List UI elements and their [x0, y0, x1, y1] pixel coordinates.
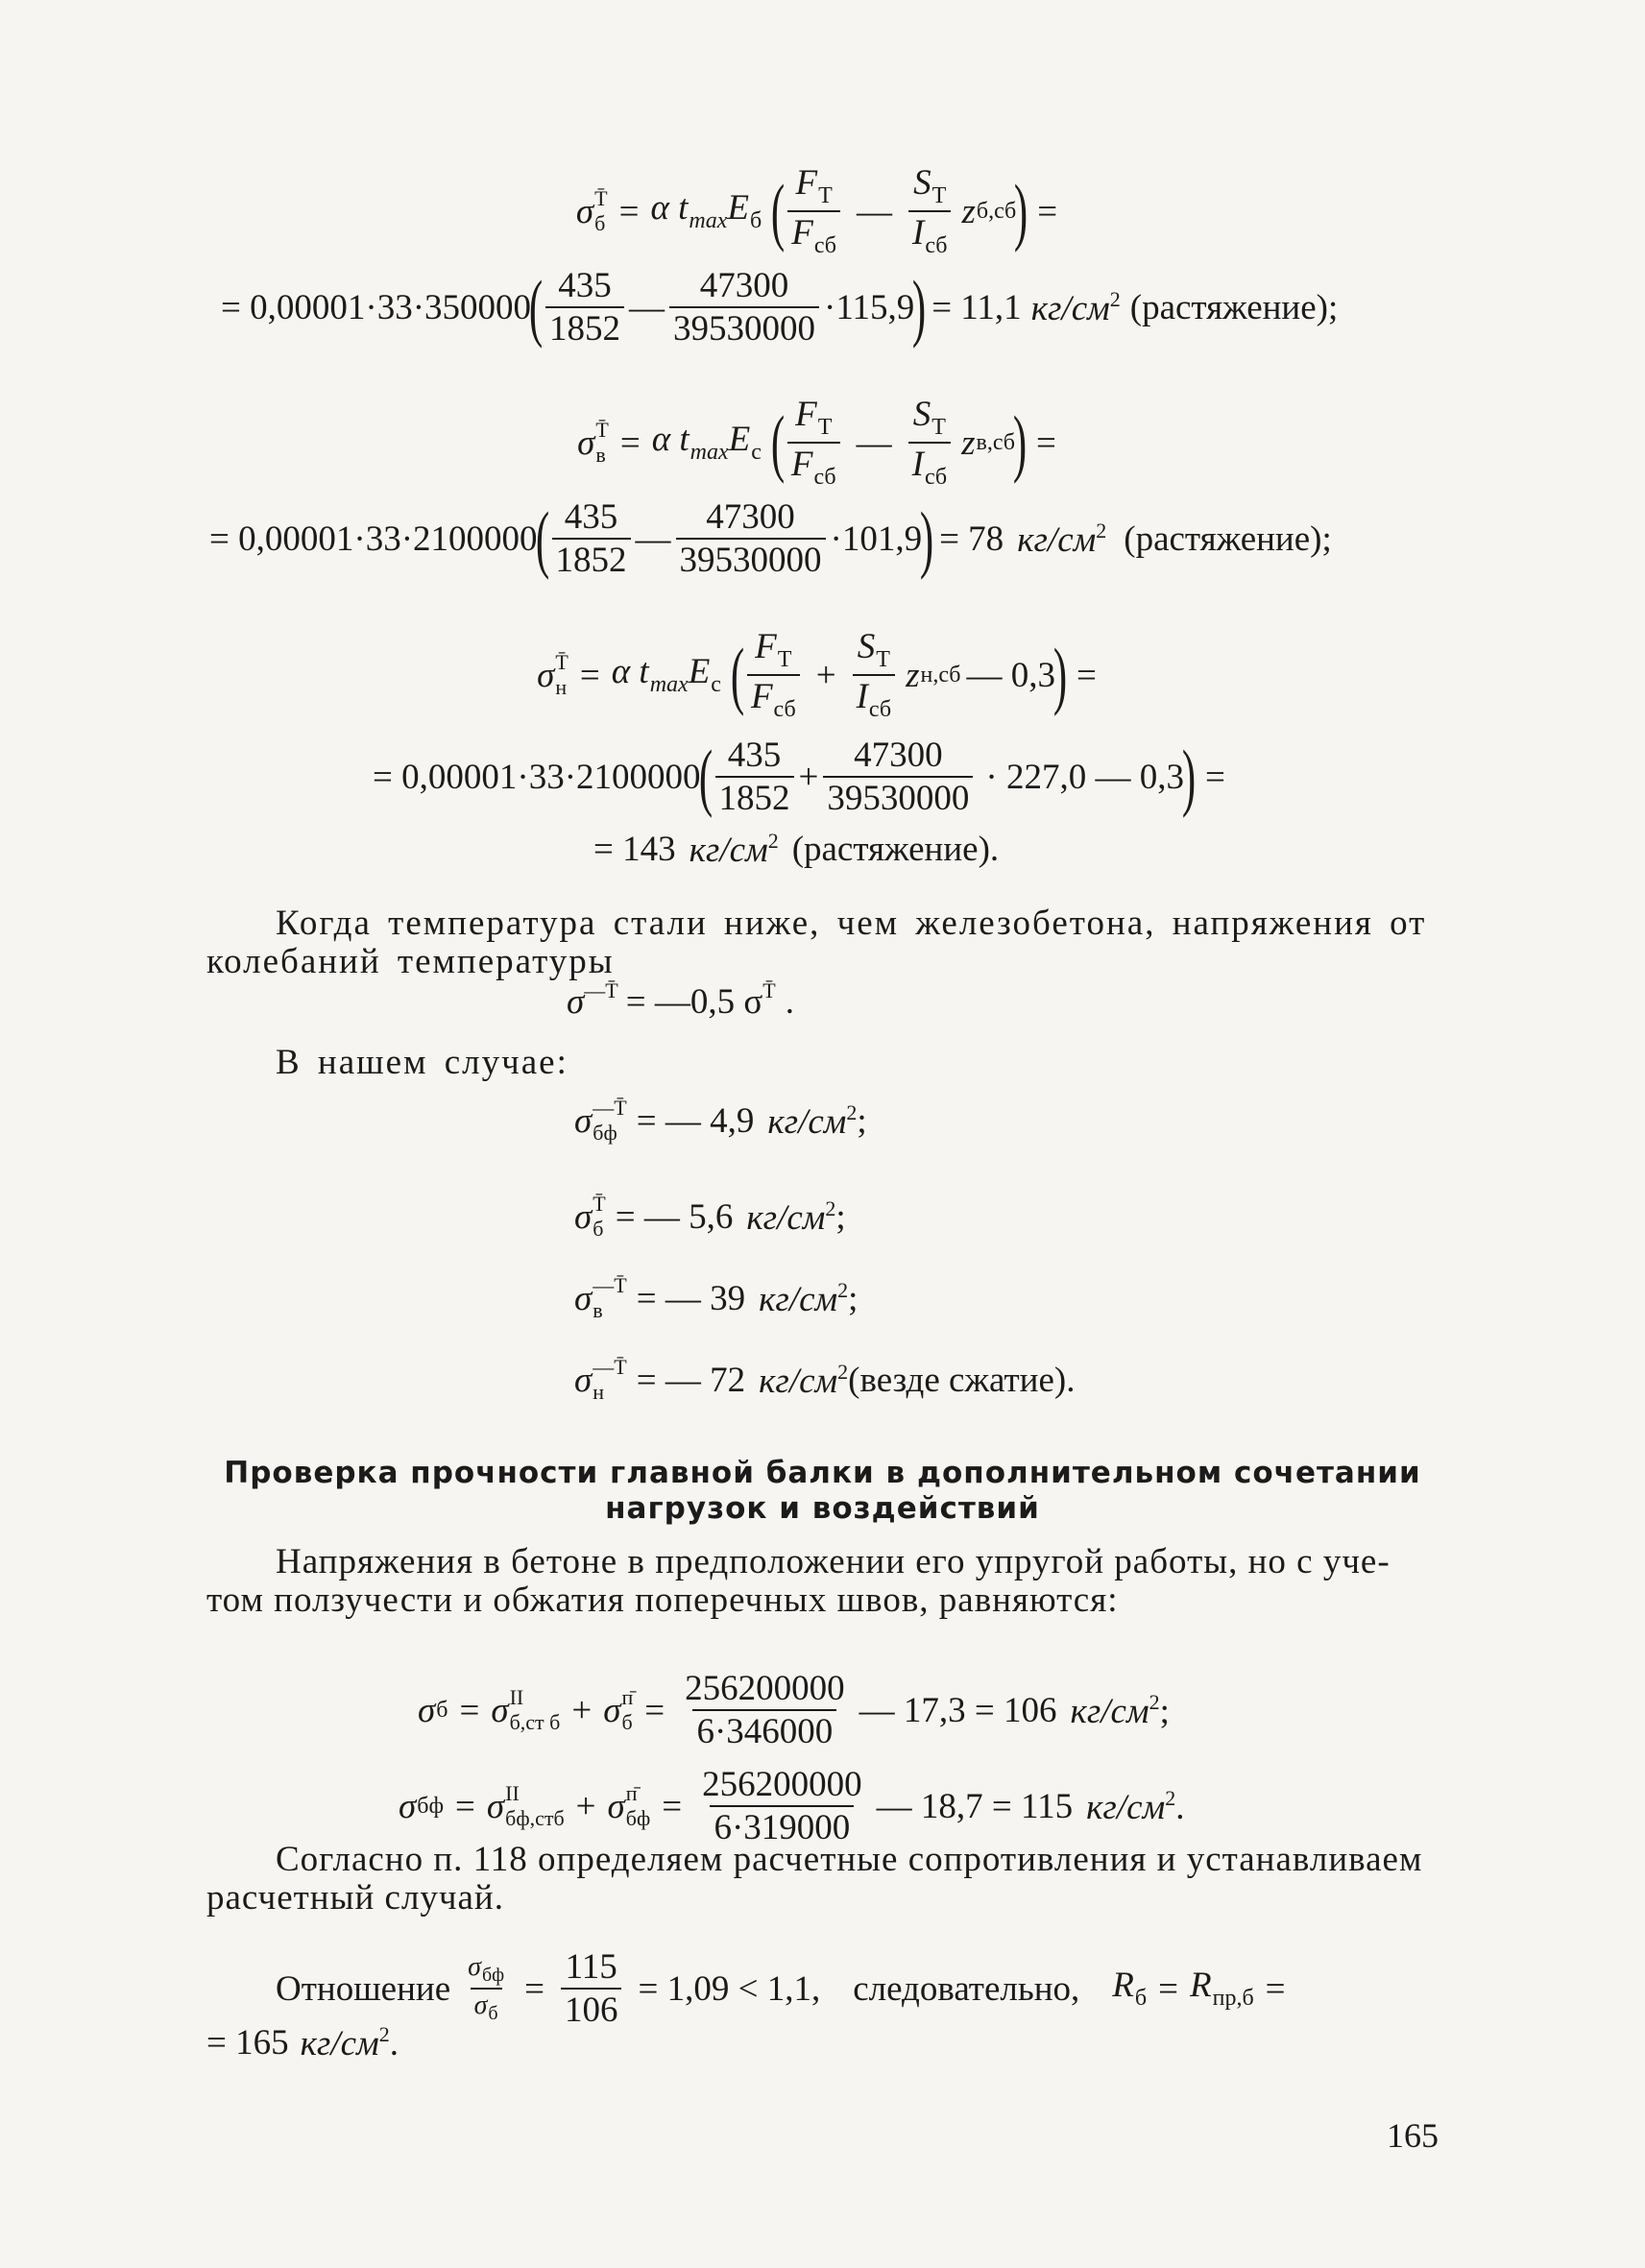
value-row-bf: σ —T̄ бф = — 4,9 $кг/см^2$ ; — [574, 1096, 867, 1145]
paragraph-line: Когда температура стали ниже, чем железобетона, напряжения от — [276, 904, 1427, 943]
formula-rest: — 18,7 = 115 — [876, 1786, 1074, 1826]
value-amount: = — 39 — [636, 1278, 746, 1318]
formula-lead: = 0,00001·33·2100000 — [209, 519, 538, 559]
paragraph-line: Согласно п. 118 определяем расчетные сопротивления и устанавливаем — [276, 1840, 1423, 1879]
frac-num: 435 — [727, 736, 782, 775]
value-row-n: σ —T̄ н = — 72 $кг/см^2$ (везде сжатие). — [574, 1355, 1076, 1404]
value-note: (везде сжатие). — [848, 1360, 1076, 1400]
value-row-v: σ —T̄ в = — 39 $кг/см^2$ ; — [574, 1273, 859, 1322]
section-heading-line: Проверка прочности главной балки в дополнительном сочетании — [224, 1456, 1421, 1490]
formula-sigma-bf-section: σ бф = σ II бф,стб + σ п̄ бф = $\frac{256200000}{6\cdot 319000}$ — 18,7 = 115 $кг/см^2$. — [399, 1765, 1185, 1847]
paragraph-line: колебаний температуры — [206, 942, 615, 981]
ratio-result: = 1,09 < 1,1, — [638, 1968, 821, 2009]
formula-rest: — 17,3 = 106 — [859, 1690, 1057, 1730]
formula-sigma-n-result: = 143 $кг/см^2$ (растяжение). — [593, 829, 1000, 870]
formula-rhs: = —0,5 σ — [625, 982, 763, 1022]
r-symbol: R — [1189, 1966, 1212, 2005]
value-note: ; — [848, 1278, 859, 1318]
formula-sigma-n-value: = 0,00001·33·2100000 ( $\frac{435}{1852}$ + $\frac{47300}{39530000}$ · 227,0 — 0,3 ) = — [373, 734, 1225, 818]
unit-label: кг/см — [1017, 519, 1097, 560]
ratio-conclusion: следовательно, — [853, 1968, 1080, 2009]
ratio-label: Отношение — [276, 1968, 451, 2009]
formula-note: (растяжение); — [1124, 519, 1332, 559]
formula-lead: = 0,00001·33·2100000 — [373, 757, 701, 797]
formula-note: (растяжение); — [1129, 287, 1339, 327]
value-amount: = — 5,6 — [615, 1196, 734, 1237]
section-heading-line: нагрузок и воздействий — [605, 1491, 1040, 1526]
ratio-line: Отношение $\frac{\sigma_{бф}}{\sigma_б}$ = $\frac{115}{106}$ = 1,09 < 1,1, следовательно, $R_б$ = $R_{пр,б}$ = — [276, 1947, 1286, 2030]
formula-multiplier: ·101,9 — [830, 519, 923, 559]
formula-sigma-v-T: σ T̄ в = α $t_{max}E_с$ ( $\frac{F_T}{F_{сб}}$ — $\frac{S_T}{I_{сб}}$ z в,сб ) = — [577, 395, 1056, 490]
formula-note: (растяжение). — [791, 830, 1000, 869]
unit-label: кг/см — [1030, 288, 1110, 328]
unit-label: кг/см — [767, 1101, 847, 1142]
r-subscript: пр,б — [1212, 1986, 1254, 2011]
frac-den: 39530000 — [823, 776, 973, 816]
frac-den: 1852 — [715, 776, 794, 816]
value-amount: = — 72 — [636, 1360, 746, 1400]
frac-num: 47300 — [854, 736, 943, 775]
frac-num: 435 — [558, 266, 612, 305]
value-note: ; — [835, 1196, 846, 1237]
formula-sigma-b-section: σ б = σ II б,ст б + σ п̄ б = $\frac{256200000}{6\cdot 346000}$ — 17,3 = 106 $кг/см^2$; — [418, 1669, 1170, 1751]
paragraph-line: Напряжения в бетоне в предположении его упругой работы, но с уче- — [276, 1542, 1391, 1581]
frac-den: 106 — [561, 1988, 622, 2028]
frac-den: 1852 — [552, 538, 631, 578]
unit-label: кг/см — [759, 1361, 838, 1401]
unit-label: кг/см — [1086, 1787, 1166, 1827]
frac-num: 47300 — [699, 266, 789, 305]
formula-sigma-b-T: σ T̄ б = α $t_{max}E_б$ ( $\frac{F_T}{F_{сб}}$ — $\frac{S_T}{I_{сб}}$ z б,сб ) = — [575, 163, 1058, 258]
frac-den: 6·346000 — [692, 1709, 836, 1749]
unit-label: кг/см — [759, 1279, 838, 1319]
frac-num: 115 — [565, 1947, 617, 1987]
frac-den: 1852 — [545, 306, 624, 347]
paragraph-line: расчетный случай. — [206, 1878, 504, 1918]
paragraph-line: В нашем случае: — [276, 1043, 568, 1082]
frac-num: 435 — [564, 497, 618, 537]
formula-result: = 143 — [593, 830, 676, 869]
r-symbol: R — [1112, 1966, 1134, 2005]
frac-num: 256200000 — [685, 1669, 845, 1708]
paragraph-line: том ползучести и обжатия поперечных швов, равняются: — [206, 1580, 1119, 1620]
formula-subscript: б,сб — [976, 199, 1017, 224]
formula-sigma-b-value: = 0,00001·33·350000 ( $\frac{435}{1852}$ — $\frac{47300}{39530000}$ ·115,9 ) = 11,1 $кг/см^2$ (растяжение); — [221, 264, 1339, 349]
formula-sigma-n-T: σ T̄ н = α $t_{max}E_с$ ( $\frac{F_T}{F_{сб}}$ + $\frac{S_T}{I_{сб}}$ z н,сб — 0,3 ) = — [537, 627, 1097, 722]
frac-den: 39530000 — [676, 538, 826, 578]
formula-lead: = 0,00001·33·350000 — [221, 287, 532, 327]
value-note: ; — [857, 1100, 867, 1141]
formula-sigma-v-value: = 0,00001·33·2100000 ( $\frac{435}{1852}$ — $\frac{47300}{39530000}$ ·101,9 ) = 78 $кг/см^2$ (растяжение); — [209, 495, 1332, 580]
formula-result: = 78 — [939, 519, 1004, 559]
frac-num: 47300 — [706, 497, 795, 537]
page-number: 165 — [1387, 2116, 1439, 2155]
value-amount: = — 4,9 — [636, 1100, 755, 1141]
frac-num: 256200000 — [702, 1765, 862, 1804]
final-result-line: = 165 $кг/см^2$. — [206, 2022, 399, 2063]
formula-result: = 11,1 — [931, 287, 1022, 327]
final-value: = 165 — [206, 2023, 289, 2063]
frac-den: 39530000 — [669, 306, 819, 347]
frac-den: 6·319000 — [710, 1805, 854, 1846]
unit-label: кг/см — [689, 831, 768, 870]
unit-label: кг/см — [1070, 1691, 1149, 1731]
unit-label: кг/см — [746, 1197, 826, 1238]
formula-multiplier: · 227,0 — 0,3 — [985, 757, 1184, 797]
value-row-b: σ T̄ б = — 5,6 $кг/см^2$ ; — [574, 1192, 846, 1241]
unit-label: кг/см — [300, 2024, 379, 2063]
formula-multiplier: ·115,9 — [824, 287, 915, 327]
formula-minus-T: σ —T̄ = —0,5 σ T̄ . — [567, 977, 794, 1022]
